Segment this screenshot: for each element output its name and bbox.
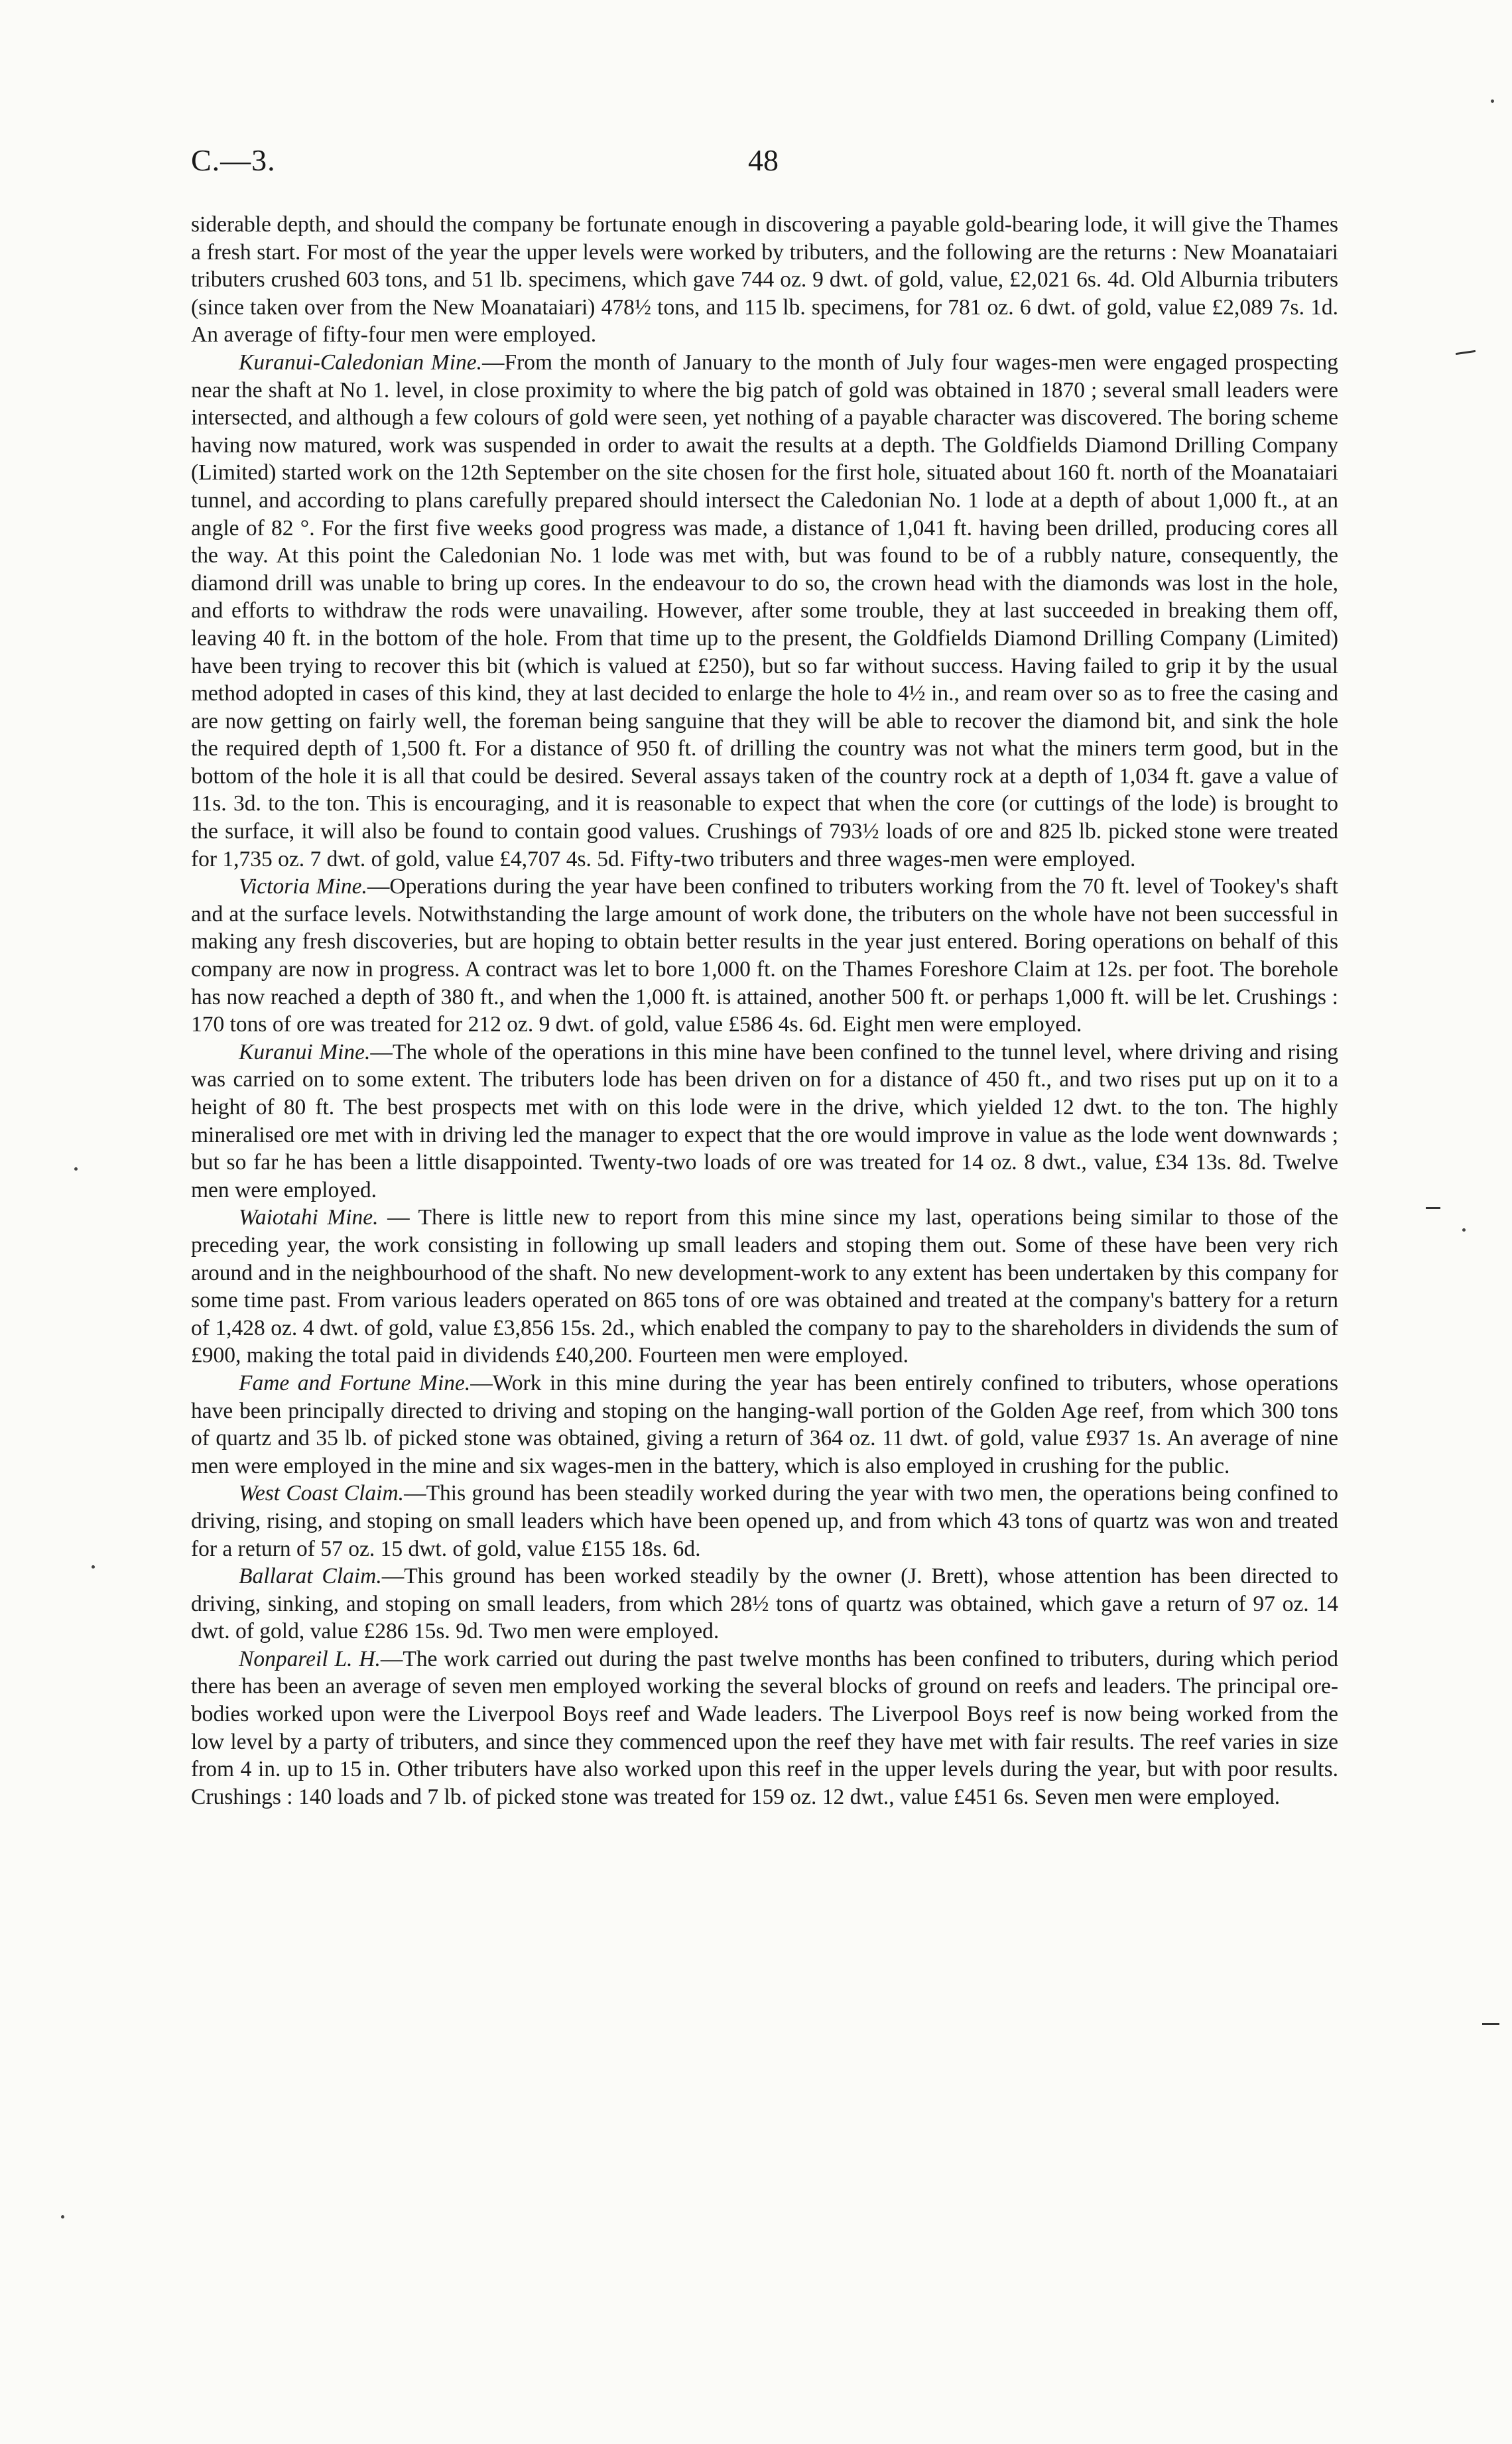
margin-dot [74, 1167, 78, 1171]
paragraph-text: —From the month of January to the month of July four wages-men were engaged prospecting near the shaft at No 1. level, in close proximity to where the big patch of gold was obtained in 1870 ; several small leaders were intersected, and although a few colours of gold were seen, yet nothing of a payable character was discovered. The boring scheme having now matured, work was suspended in order to await the results at a depth. The Goldfields Diamond Drilling Company (Limited) started work on the 12th September on the site chosen for the first hole, situated about 160 ft. north of the Moanataiari tunnel, and according to plans carefully prepared should intersect the Caledonian No. 1 lode at a depth of about 1,000 ft., at an angle of 82 °. For the first five weeks good progress was made, a distance of 1,041 ft. having been drilled, producing cores all the way. At this point the Caledonian No. 1 lode was met with, but was found to be of a rubbly nature, consequently, the diamond drill was unable to bring up cores. In the endeavour to do so, the crown head with the diamonds was lost in the hole, and efforts to withdraw the rods were unavailing. However, after some trouble, they at last succeeded in breaking them off, leaving 40 ft. in the bottom of the hole. From that time up to the present, the Goldfields Diamond Drilling Company (Limited) have been trying to recover this bit (which is valued at £250), but so far without success. Having failed to grip it by the usual method adopted in cases of this kind, they at last decided to enlarge the hole to 4½ in., and ream over so as to free the casing and are now getting on fairly well, the foreman being sanguine that they will be able to recover the diamond bit, and sink the hole the required depth of 1,500 ft. For a distance of 950 ft. of drilling the country was not what the miners term good, but in the bottom of the hole it is all that could be desired. Several assays taken of the country rock at a depth of 1,034 ft. gave a value of 11s. 3d. to the ton. This is encouraging, and it is reasonable to expect that when the core (or cuttings of the lode) is brought to the surface, it will also be found to contain good values. Crushings of 793½ loads of ore and 825 lb. picked stone were treated for 1,735 oz. 7 dwt. of gold, value £4,707 4s. 5d. Fifty-two tributers and three wages-men were employed. [191, 350, 1338, 871]
report-reference: C.—3. [191, 143, 276, 177]
page-header [191, 143, 1332, 182]
paragraph-text: —This ground has been worked steadily by the owner (J. Brett), whose attention has been directed to driving, sinking, and stoping on small leaders, from which 28½ tons of quartz was obtained, which gave a return of 97 oz. 14 dwt. of gold, value £286 15s. 9d. Two men were employed. [191, 1564, 1339, 1644]
margin-dot [61, 2215, 64, 2219]
mine-heading: West Coast Claim. [239, 1481, 405, 1506]
margin-dot [1491, 99, 1494, 103]
mine-heading: Kuranui-Caledonian Mine. [239, 350, 482, 375]
margin-mark [1456, 350, 1476, 355]
mine-heading: Fame and Fortune Mine. [239, 1370, 471, 1395]
mine-heading: Waiotahi Mine. [239, 1205, 379, 1230]
mine-heading: Nonpareil L. H. [239, 1646, 381, 1671]
paragraph-continuation [191, 211, 1338, 349]
margin-mark [1482, 2023, 1499, 2025]
paragraph-text: siderable depth, and should the company be fortunate enough in discovering a payable gold-bearing lode, it will give the Thames a fresh start. For most of the year the upper levels were worked by tributers, and the following are the returns : New Moanataiari tributers crushed 603 tons, and 51 lb. specimens, which gave 744 oz. 9 dwt. of gold, value, £2,021 6s. 4d. Old Alburnia tributers (since taken over from the New Moanataiari) 478½ tons, and 115 lb. specimens, for 781 oz. 6 dwt. of gold, value £2,089 7s. 1d. An average of fifty-four men were employed. [191, 212, 1338, 348]
paragraph-ballarat [191, 1563, 1338, 1645]
paragraph-waiotahi [191, 1204, 1338, 1370]
paragraph-text: —The work carried out during the past twelve months has been confined to tributers, during which period there has been an average of seven men employed working the several blocks of ground on reefs and leaders. The principal ore-bodies worked upon were the Liverpool Boys reef and Wade leaders. The Liverpool Boys reef is now being worked from the low level by a party of tributers, and since they commenced upon the reef they have met with fair results. The reef varies in size from 4 in. up to 15 in. Other tributers have also worked upon this reef in the upper levels during the year, but with poor results. Crushings : 140 loads and 7 lb. of picked stone was treated for 159 oz. 12 dwt., value £451 6s. Seven men were employed. [191, 1646, 1338, 1809]
mine-heading: Ballarat Claim. [239, 1564, 382, 1589]
mine-heading: Kuranui Mine. [239, 1039, 371, 1064]
paragraph-nonpareil [191, 1645, 1338, 1811]
margin-mark [1426, 1207, 1440, 1209]
report-body [191, 211, 1338, 1811]
paragraph-text: —Operations during the year have been confined to tributers working from the 70 ft. level of Tookey's shaft and at the surface levels. Notwithstanding the large amount of work done, the tributers on the whole have not been successful in making any fresh discoveries, but are hoping to obtain better results in the year just entered. Boring operations on behalf of this company are now in progress. A contract was let to bore 1,000 ft. on the Thames Foreshore Claim at 12s. per foot. The borehole has now reached a depth of 380 ft., and when the 1,000 ft. is attained, another 500 ft. or perhaps 1,000 ft. will be let. Crushings : 170 tons of ore was treated for 212 oz. 9 dwt. of gold, value £586 4s. 6d. Eight men were employed. [191, 874, 1338, 1037]
paragraph-kuranui-caledonian [191, 349, 1338, 873]
paragraph-text: —The whole of the operations in this mine have been confined to the tunnel level, where driving and rising was carried on to some extent. The tributers lode has been driven on for a distance of 450 ft., and two rises put up on it to a height of 80 ft. The best prospects met with on this lode were in the drive, which yielded 12 dwt. to the ton. The highly mineralised ore met with in driving led the manager to expect that the ore would improve in value as the lode went downwards ; but so far he has been a little disappointed. Twenty-two loads of ore was treated for 14 oz. 8 dwt., value, £34 13s. 8d. Twelve men were employed. [191, 1039, 1338, 1202]
margin-dot [92, 1565, 95, 1569]
paragraph-west-coast [191, 1480, 1338, 1563]
page-number: 48 [748, 143, 779, 177]
paragraph-text: —Work in this mine during the year has been entirely confined to tributers, whose operations have been principally directed to driving and stoping on the hanging-wall portion of the Golden Age reef, from which 300 tons of quartz and 35 lb. of picked stone was obtained, giving a return of 364 oz. 11 dwt. of gold, value £937 1s. An average of nine men were employed in the mine and six wages-men in the battery, which is also employed in crushing for the public. [191, 1370, 1338, 1478]
mine-heading: Victoria Mine. [239, 874, 367, 899]
paragraph-fame-and-fortune [191, 1370, 1338, 1480]
paragraph-kuranui [191, 1039, 1338, 1204]
paragraph-victoria [191, 873, 1338, 1039]
paragraph-text: — There is little new to report from this mine since my last, operations being similar to those of the preceding year, the work consisting in following up small leaders and stoping them out. Some of these have been very rich around and in the neighbourhood of the shaft. No new development-work to any extent has been undertaken by this company for some time past. From various leaders operated on 865 tons of ore was obtained and treated at the company's battery for a return of 1,428 oz. 4 dwt. of gold, value £3,856 15s. 2d., which enabled the company to pay to the shareholders in dividends the sum of £900, making the total paid in dividends £40,200. Fourteen men were employed. [191, 1205, 1338, 1368]
paragraph-text: —This ground has been steadily worked during the year with two men, the operations being confined to driving, rising, and stoping on small leaders which have been opened up, and from which 43 tons of quartz was won and treated for a return of 57 oz. 15 dwt. of gold, value £155 18s. 6d. [191, 1481, 1338, 1561]
margin-dot [1462, 1228, 1466, 1232]
